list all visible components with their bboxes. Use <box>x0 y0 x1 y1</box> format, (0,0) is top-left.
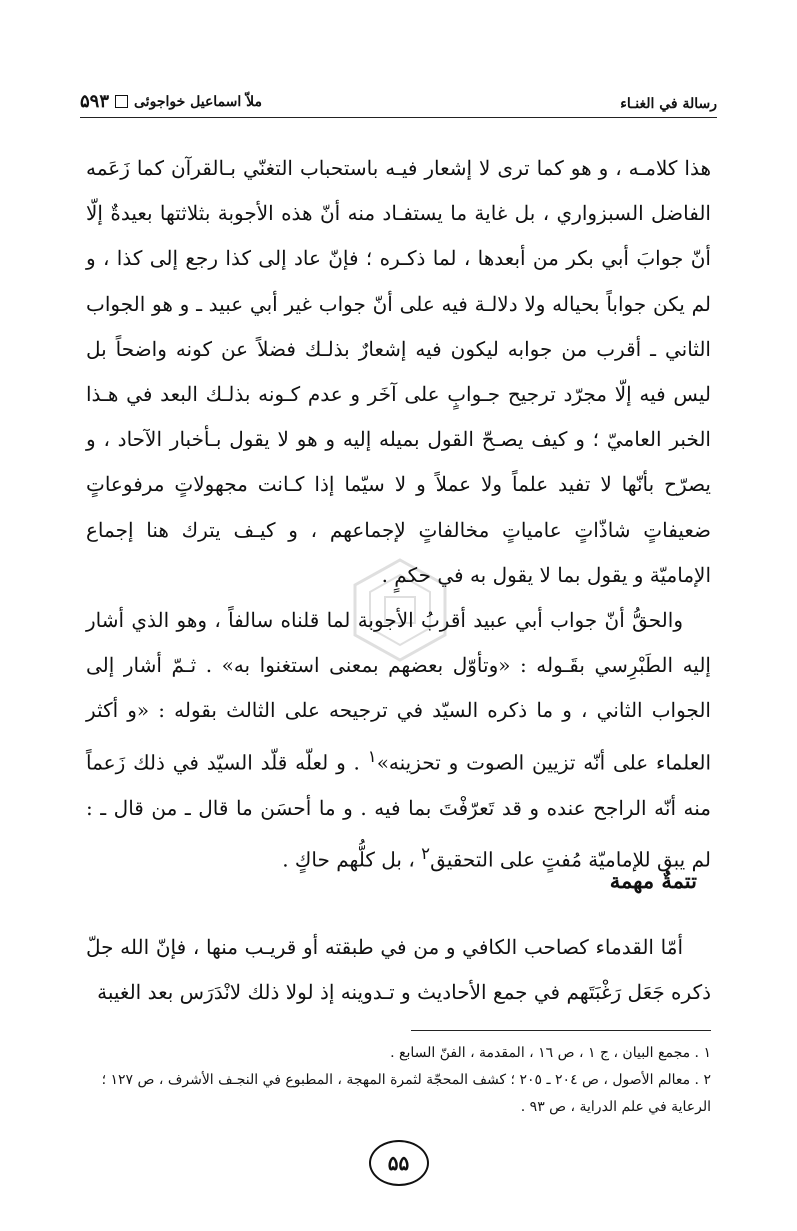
page-number: ۵۵ <box>369 1140 429 1186</box>
footnote-1: ١ . مجمع البيان ، ج ١ ، ص ١٦ ، المقدمة ، الفنّ السابع . <box>390 1045 711 1061</box>
paragraph-3: أمّا القدماء كصاحب الكافي و من في طبقته أو قريـب منها ، فإنّ الله جلّ ذكره جَعَل رَغْبَتَهم في جمع الأحاديث و تـدوينه إذ لولا ذلك لانْدَرَس بعد الغيبة <box>86 935 711 1004</box>
paragraph-2-ending: ، بل كلُّهم حاكٍ . <box>282 847 422 872</box>
paragraph-2 <box>86 598 711 883</box>
footnote-2: ٢ . معالم الأصول ، ص ٢٠٤ ـ ٢٠٥ ؛ كشف المحجّة لثمرة المهجة ، المطبوع في النجـف الأشرف ، ص ١٢٧ ؛ الرعاية في علم الدراية ، ص ٩٣ . <box>101 1072 711 1115</box>
header-square-icon <box>115 95 128 108</box>
main-text <box>86 146 711 883</box>
running-header <box>80 86 717 112</box>
header-divider <box>80 117 717 118</box>
footnote-divider <box>411 1030 711 1031</box>
header-author-ref <box>80 91 262 112</box>
footnote-ref-1[interactable]: ١ <box>367 746 377 766</box>
paragraph-1: هذا كلامـه ، و هو كما ترى لا إشعار فيـه باستحباب التغنّي بـالقرآن كما زَعَمه الفاضل السبزواري ، بل غاية ما يستفـاد منه أنّ هذه الأجوبة بثلاثتها بعيدةٌ إلّا أنّ جوابَ أبي بكر من أبعدها ، لما ذكـره ؛ فإنّ عاد إلى كذا رجع إلى كذا ، و لم يكن جواباً بحياله ولا دلالـة فيه على أنّ جواب غير أبي عبيد ـ و هو الجواب الثاني ـ أقرب من جوابه ليكون فيه إشعارٌ بذلـك فضلاً عن كونه واضحاً بل ليس فيه إلّا مجرّد ترجيح جـوابٍ على آخَر و عدم كـونه بذلـك البعد في هـذا الخبر العاميّ ؛ و كيف يصـحّ القول بميله إليه و هو لا يقول بـأخبار الآحاد ، و يصرّح بأنّها لا تفيد علماً ولا عملاً و لا سيّما إذا كـانت مجهولاتٍ مرفوعاتٍ ضعيفاتٍ شاذّاتٍ عامياتٍ مخالفاتٍ لإجماعهم ، و كيـف يترك هنا إجماع الإماميّة و يقول بما لا يقول به في حكمٍ . <box>86 156 711 587</box>
footnote-ref-2[interactable]: ٢ <box>421 843 431 863</box>
header-book-title: رسالة في الغنـاء <box>620 96 717 112</box>
header-author-name: ملاّ اسماعيل خواجوئى <box>134 93 263 110</box>
header-page-ref: ۵۹۳ <box>80 91 110 112</box>
footnotes <box>86 1040 711 1121</box>
paragraph-2-continuation: . و لعلّه قلّد السيّد في ذلك زَعماً منه أنّه الراجح عنده و قد تَعرّفْتَ بما فيه . و ما أحسَن ما قال ـ من قال ـ : لم يبق للإماميّة مُفتٍ على التحقيق <box>86 750 711 872</box>
section-heading: تتمةٌ مهمة <box>609 868 697 893</box>
paragraph-2-text: والحقُّ أنّ جواب أبي عبيد أقربُ الأجوبة لما قلناه سالفاً ، وهو الذي أشار إليه الطَبْرِسي بقَـوله : «وتأوّل بعضهم بمعنى استغنوا به» . ثـمّ أشار إلى الجواب الثاني ، و ما ذكره السيّد في ترجيحه على الثالث بقوله : «و أكثر العلماء على أنّه تزيين الصوت و تحزينه» <box>86 608 711 775</box>
